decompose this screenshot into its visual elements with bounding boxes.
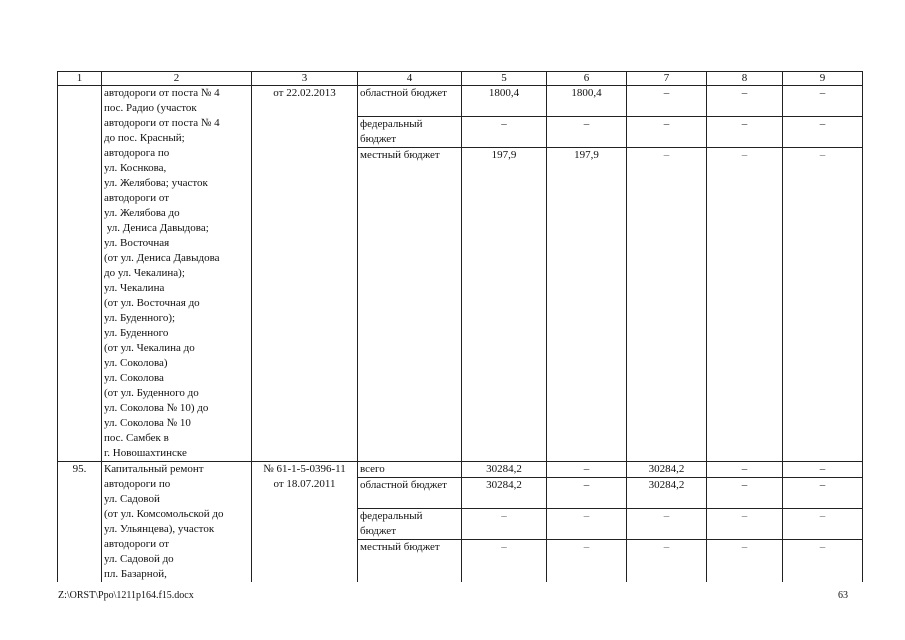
description-line: ул. Коснкова,: [104, 162, 167, 174]
description-line: ул. Желябова; участок: [104, 177, 208, 189]
description-line: ул. Соколова): [104, 357, 168, 369]
value-cell: –: [783, 462, 863, 478]
budget-source-cell: областной бюджет: [358, 478, 462, 509]
value-cell: 1800,4: [547, 86, 627, 117]
value-cell: –: [783, 86, 863, 117]
header-cell: 5: [462, 72, 547, 86]
description-line: пл. Базарной,: [104, 568, 167, 580]
description-line: ул. Дениса Давыдова;: [104, 222, 209, 234]
value-cell: –: [462, 117, 547, 148]
description-line: (от ул. Буденного до: [104, 387, 199, 399]
budget-source-cell: областной бюджет: [358, 86, 462, 117]
value-cell: –: [783, 478, 863, 509]
value-cell: –: [783, 117, 863, 148]
value-cell: –: [627, 148, 707, 462]
description-line: автодороги от: [104, 538, 170, 550]
description-line: ул. Соколова № 10: [104, 417, 191, 429]
row-number-cell: 95.: [58, 462, 102, 583]
value-cell: 1800,4: [462, 86, 547, 117]
value-cell: –: [462, 509, 547, 540]
value-cell: –: [783, 148, 863, 462]
value-cell: –: [627, 509, 707, 540]
description-line: ул. Буденного);: [104, 312, 176, 324]
document-cell: [252, 462, 358, 583]
value-cell: –: [627, 86, 707, 117]
description-line: ул. Желябова до: [104, 207, 180, 219]
table-row: [58, 462, 863, 478]
value-cell: –: [707, 462, 783, 478]
description-line: автодороги от поста № 4: [104, 117, 220, 129]
description-line: до пос. Красный;: [104, 132, 185, 144]
header-cell: 9: [783, 72, 863, 86]
description-line: автодороги от поста № 4: [104, 87, 220, 99]
value-cell: 30284,2: [627, 462, 707, 478]
description-line: автодороги от: [104, 192, 170, 204]
header-cell: 4: [358, 72, 462, 86]
description-line: ул. Ульянцева), участок: [104, 523, 215, 535]
budget-source-cell: федеральный бюджет: [358, 509, 462, 540]
table-header-row: [58, 72, 863, 86]
header-cell: 7: [627, 72, 707, 86]
value-cell: –: [707, 540, 783, 583]
description-line: до ул. Чекалина);: [104, 267, 185, 279]
value-cell: 30284,2: [627, 478, 707, 509]
budget-source-cell: федеральный бюджет: [358, 117, 462, 148]
value-cell: 30284,2: [462, 462, 547, 478]
value-cell: –: [783, 509, 863, 540]
value-cell: –: [627, 540, 707, 583]
file-path-footer: Z:\ORST\Ppo\1211p164.f15.docx: [58, 590, 194, 601]
value-cell: –: [707, 86, 783, 117]
row-number-cell: [58, 86, 102, 462]
budget-source-cell: всего: [358, 462, 462, 478]
page-number: 63: [838, 590, 848, 601]
description-line: (от ул. Комсомольской до: [104, 508, 224, 520]
description-line: ул. Соколова: [104, 372, 164, 384]
header-cell: 1: [58, 72, 102, 86]
table-row: [58, 86, 863, 117]
description-line: ул. Чекалина: [104, 282, 165, 294]
description-cell: [102, 462, 252, 583]
header-cell: 3: [252, 72, 358, 86]
value-cell: –: [547, 509, 627, 540]
value-cell: –: [707, 478, 783, 509]
description-line: пос. Радио (участок: [104, 102, 197, 114]
description-line: пос. Самбек в: [104, 432, 169, 444]
value-cell: –: [707, 509, 783, 540]
value-cell: –: [547, 478, 627, 509]
value-cell: –: [547, 540, 627, 583]
description-cell: [102, 86, 252, 462]
description-line: (от ул. Чекалина до: [104, 342, 195, 354]
description-line: г. Новошахтинске: [104, 447, 187, 459]
document-line: от 18.07.2011: [273, 478, 336, 490]
description-line: (от ул. Восточная до: [104, 297, 200, 309]
document-cell: от 22.02.2013: [252, 86, 358, 462]
description-line: ул. Соколова № 10) до: [104, 402, 209, 414]
value-cell: –: [547, 462, 627, 478]
value-cell: –: [627, 117, 707, 148]
budget-source-cell: местный бюджет: [358, 540, 462, 583]
budget-table: [57, 71, 863, 582]
description-line: ул. Садовой до: [104, 553, 174, 565]
description-line: ул. Садовой: [104, 493, 160, 505]
value-cell: –: [783, 540, 863, 583]
value-cell: –: [547, 117, 627, 148]
header-cell: 6: [547, 72, 627, 86]
description-line: (от ул. Дениса Давыдова: [104, 252, 220, 264]
description-line: автодорога по: [104, 147, 170, 159]
header-cell: 8: [707, 72, 783, 86]
description-line: ул. Восточная: [104, 237, 170, 249]
value-cell: –: [707, 148, 783, 462]
description-line: автодороги по: [104, 478, 171, 490]
value-cell: 197,9: [462, 148, 547, 462]
description-line: Капитальный ремонт: [104, 463, 204, 475]
document-line: № 61-1-5-0396-11: [263, 463, 346, 475]
description-line: ул. Буденного: [104, 327, 169, 339]
value-cell: –: [462, 540, 547, 583]
value-cell: –: [707, 117, 783, 148]
value-cell: 197,9: [547, 148, 627, 462]
value-cell: 30284,2: [462, 478, 547, 509]
header-cell: 2: [102, 72, 252, 86]
budget-source-cell: местный бюджет: [358, 148, 462, 462]
